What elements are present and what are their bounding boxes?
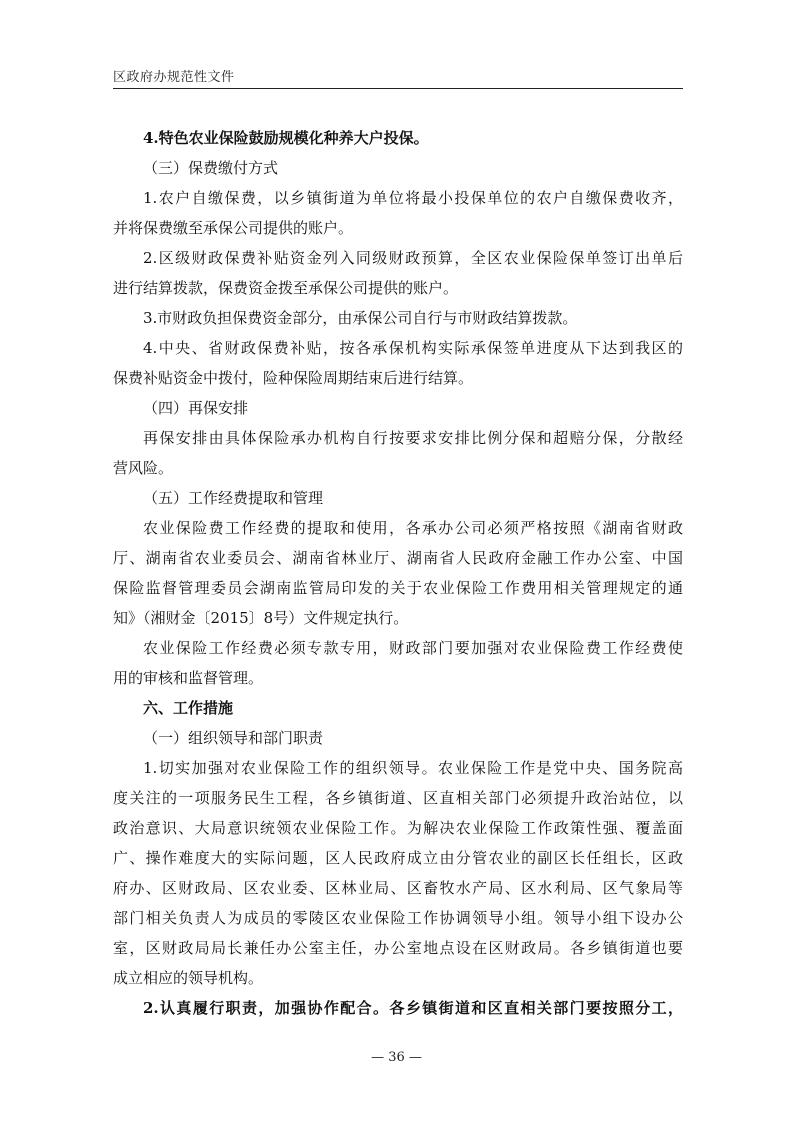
page-number: — 36 — (371, 1050, 422, 1065)
body-text-line: 1.切实加强对农业保险工作的组织领导。农业保险工作是党中央、国务院高 (143, 759, 683, 777)
body-text-line: 4.中央、省财政保费补贴，按各承保机构实际承保签单进度从下达到我区的 (143, 339, 683, 357)
body-text-line: 府办、区财政局、区农业委、区林业局、区畜牧水产局、区水利局、区气象局等 (113, 879, 683, 897)
body-text-line: 4.特色农业保险鼓励规模化种养大户投保。 (143, 129, 429, 147)
body-text-line: 1.农户自缴保费，以乡镇街道为单位将最小投保单位的农户自缴保费收齐， (143, 189, 683, 207)
body-text-line: 2.认真履行职责，加强协作配合。各乡镇街道和区直相关部门要按照分工， (143, 999, 683, 1017)
header-divider (113, 88, 683, 89)
body-text-line: 度关注的一项服务民生工程，各乡镇街道、区直相关部门必须提升政治站位，以 (113, 789, 683, 807)
body-text-line: （五）工作经费提取和管理 (143, 489, 324, 507)
body-text-line: 农业保险费工作经费的提取和使用，各承办公司必须严格按照《湖南省财政 (143, 519, 683, 537)
body-text-line: 部门相关负责人为成员的零陵区农业保险工作协调领导小组。领导小组下设办公 (113, 909, 683, 927)
document-header-title: 区政府办规范性文件 (113, 70, 235, 85)
body-text-line: 进行结算拨款，保费资金拨至承保公司提供的账户。 (113, 279, 459, 297)
body-text-line: 六、工作措施 (143, 699, 234, 717)
body-text-line: 室，区财政局局长兼任办公室主任，办公室地点设在区财政局。各乡镇街道也要 (113, 939, 683, 957)
body-text-line: 成立相应的领导机构。 (113, 969, 264, 987)
body-text-line: 用的审核和监督管理。 (113, 669, 264, 687)
document-body (113, 123, 683, 1023)
body-text-line: 3.市财政负担保费资金部分，由承保公司自行与市财政结算拨款。 (143, 309, 578, 327)
body-text-line: 2.区级财政保费补贴资金列入同级财政预算，全区农业保险保单签订出单后 (143, 249, 683, 267)
body-text-line: 农业保险工作经费必须专款专用，财政部门要加强对农业保险费工作经费使 (143, 639, 683, 657)
body-text-line: 政治意识、大局意识统领农业保险工作。为解决农业保险工作政策性强、覆盖面 (113, 819, 683, 837)
body-text-line: 保费补贴资金中拨付，险种保险周期结束后进行结算。 (113, 369, 474, 387)
body-text-line: 保险监督管理委员会湖南监管局印发的关于农业保险工作费用相关管理规定的通 (113, 579, 683, 597)
body-text-line: 并将保费缴至承保公司提供的账户。 (113, 219, 354, 237)
body-text-line: （四）再保安排 (143, 399, 249, 417)
body-text-line: （一）组织领导和部门职责 (143, 729, 324, 747)
body-text-line: （三）保费缴付方式 (143, 159, 279, 177)
body-text-line: 知》（湘财金〔2015〕8号）文件规定执行。 (113, 609, 409, 627)
body-text-line: 厅、湖南省农业委员会、湖南省林业厅、湖南省人民政府金融工作办公室、中国 (113, 549, 683, 567)
body-text-line: 再保安排由具体保险承办机构自行按要求安排比例分保和超赔分保，分散经 (143, 429, 683, 447)
body-text-line: 广、操作难度大的实际问题，区人民政府成立由分管农业的副区长任组长，区政 (113, 849, 683, 867)
body-text-line: 营风险。 (113, 459, 174, 477)
